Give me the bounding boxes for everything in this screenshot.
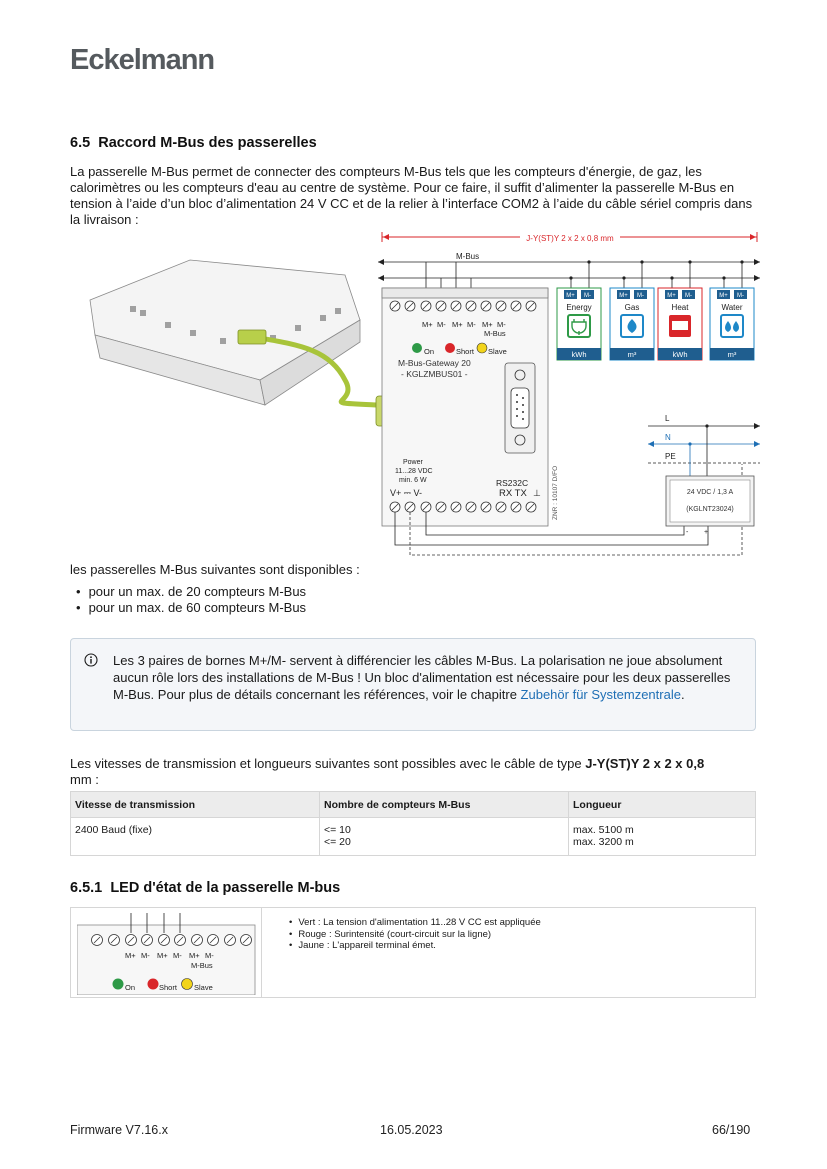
controller-device [90, 260, 360, 405]
terminal-label: M- [173, 951, 182, 960]
meter-energy [557, 288, 601, 360]
intro-paragraph: La passerelle M-Bus permet de connecter des compteurs M-Bus tels que les compteurs d'énergie, de gaz, les calorimètres ou les compteurs d'eau au centre de système. Pour ce faire, il suffit d’alimenter la passerelle M-Bus en tension à l’aide d’un bloc d’alimentation 24 V CC et de la relier à l’interface COM2 à l’aide du câble sériel compris dans la livraison : [70, 164, 753, 227]
led-on-label: On [424, 347, 435, 356]
terminal-label: M- [497, 320, 506, 329]
cable-label: J-Y(ST)Y 2 x 2 x 0,8 mm [526, 234, 614, 243]
bus-label: M-Bus [456, 252, 480, 261]
psu-label: 24 VDC / 1,3 A [686, 489, 734, 496]
column-header: Longueur [569, 792, 756, 818]
rxtx-label: RX TX [499, 488, 527, 499]
svg-text:Water: Water [721, 303, 743, 312]
led-slave-label: Slave [488, 347, 507, 356]
svg-text:M-: M- [637, 293, 644, 299]
led-diagram [77, 913, 257, 995]
line-pe-label: PE [665, 452, 676, 461]
led-short-label: Short [159, 983, 177, 992]
terminal-label: M+ [452, 320, 463, 329]
table-cell: <= 10 <= 20 [320, 818, 569, 856]
available-intro: les passerelles M-Bus suivantes sont disponibles : [70, 562, 360, 577]
power-terminals: V+ ⎓ V- [390, 488, 422, 498]
column-header: Nombre de compteurs M-Bus [320, 792, 569, 818]
terminal-label: M- [141, 951, 150, 960]
power-title: Power [403, 459, 423, 466]
svg-text:kWh: kWh [672, 350, 688, 359]
info-note [70, 638, 756, 731]
led-slave-label: Slave [194, 983, 213, 992]
svg-text:Energy: Energy [566, 303, 592, 312]
terminal-sub-label: M-Bus [191, 961, 213, 970]
meter-gas [610, 288, 654, 360]
list-item: • Jaune : L'appareil terminal émet. [289, 940, 541, 952]
rs232-label: RS232C [496, 478, 529, 488]
svg-text:kWh: kWh [571, 350, 587, 359]
column-header: Vitesse de transmission [71, 792, 320, 818]
list-item: • Vert : La tension d'alimentation 11..28 V CC est appliquée [289, 917, 541, 929]
footer-page-number: 66/190 [712, 1123, 751, 1137]
list-item: • pour un max. de 60 compteurs M-Bus [76, 600, 306, 616]
divider [261, 908, 262, 997]
list-item: • Rouge : Surintensité (court-circuit sur la ligne) [289, 929, 541, 941]
meter-heat [658, 288, 702, 360]
svg-text:m³: m³ [627, 350, 637, 359]
list-item: • pour un max. de 20 compteurs M-Bus [76, 584, 306, 600]
table-header-row [71, 792, 756, 818]
terminal-label: M- [437, 320, 446, 329]
section-heading: 6.5 Raccord M-Bus des passerelles [70, 135, 317, 151]
device-code: - KGLZMBUS01 - [401, 369, 468, 379]
table-cell: max. 5100 m max. 3200 m [569, 818, 756, 856]
footer-firmware: Firmware V7.16.x [70, 1123, 168, 1137]
svg-text:M-: M- [685, 293, 692, 299]
psu-code: (KGLNT23024) [686, 506, 734, 513]
power-min: min. 6 W [399, 477, 427, 484]
led-short-label: Short [456, 347, 474, 356]
info-icon [84, 653, 98, 667]
svg-text:M+: M+ [619, 293, 628, 299]
note-text: Les 3 paires de bornes M+/M- servent à différencier les câbles M-Bus. La polarisation ne joue absolument aucun rôle lors des installations de M-Bus ! Un bloc d'alimentation est nécessaire pour les deux passerelles M-Bus. Pour plus de détails concernant les références, voir le chapitre Zubehör für Systemzentrale. [113, 653, 731, 702]
available-list [76, 584, 306, 616]
svg-text:M+: M+ [667, 293, 676, 299]
footer-date: 16.05.2023 [380, 1123, 443, 1137]
speeds-paragraph: Les vitesses de transmission et longueurs suivantes sont possibles avec le câble de type J-Y(ST)Y 2 x 2 x 0,8 mm : [70, 756, 705, 787]
subsection-heading: 6.5.1 LED d'état de la passerelle M-bus [70, 880, 341, 896]
terminal-label: M- [467, 320, 476, 329]
terminal-label: M+ [125, 951, 136, 960]
psu-plus: + [704, 529, 709, 536]
svg-text:M+: M+ [719, 293, 728, 299]
side-code: ZNR : 10107 D/FO [552, 465, 559, 520]
led-description-list [289, 917, 541, 952]
ground-symbol: ⊥ [533, 488, 541, 498]
svg-text:Gas: Gas [624, 303, 640, 312]
line-n-label: N [665, 433, 671, 442]
company-logo: Eckelmann [70, 44, 215, 76]
terminal-label: M+ [422, 320, 433, 329]
led-on-label: On [125, 983, 136, 992]
svg-text:Heat: Heat [671, 303, 689, 312]
svg-text:M+: M+ [566, 293, 575, 299]
terminal-label: M- [205, 951, 214, 960]
terminal-sub-label: M-Bus [484, 329, 506, 338]
speed-table [70, 791, 756, 856]
table-row [71, 818, 756, 856]
meter-water [710, 288, 754, 360]
table-cell: 2400 Baud (fixe) [71, 818, 320, 856]
terminal-label: M+ [482, 320, 493, 329]
power-range: 11...28 VDC [395, 468, 433, 475]
wiring-diagram [70, 230, 760, 562]
svg-text:M-: M- [737, 293, 744, 299]
svg-text:m³: m³ [727, 350, 737, 359]
chapter-link[interactable]: Zubehör für Systemzentrale [520, 687, 681, 702]
terminal-label: M+ [189, 951, 200, 960]
terminal-label: M+ [157, 951, 168, 960]
svg-text:M-: M- [584, 293, 591, 299]
led-status-box [70, 907, 756, 998]
line-l-label: L [665, 414, 670, 423]
psu-minus: - [686, 529, 689, 536]
device-name: M-Bus-Gateway 20 [398, 358, 471, 368]
